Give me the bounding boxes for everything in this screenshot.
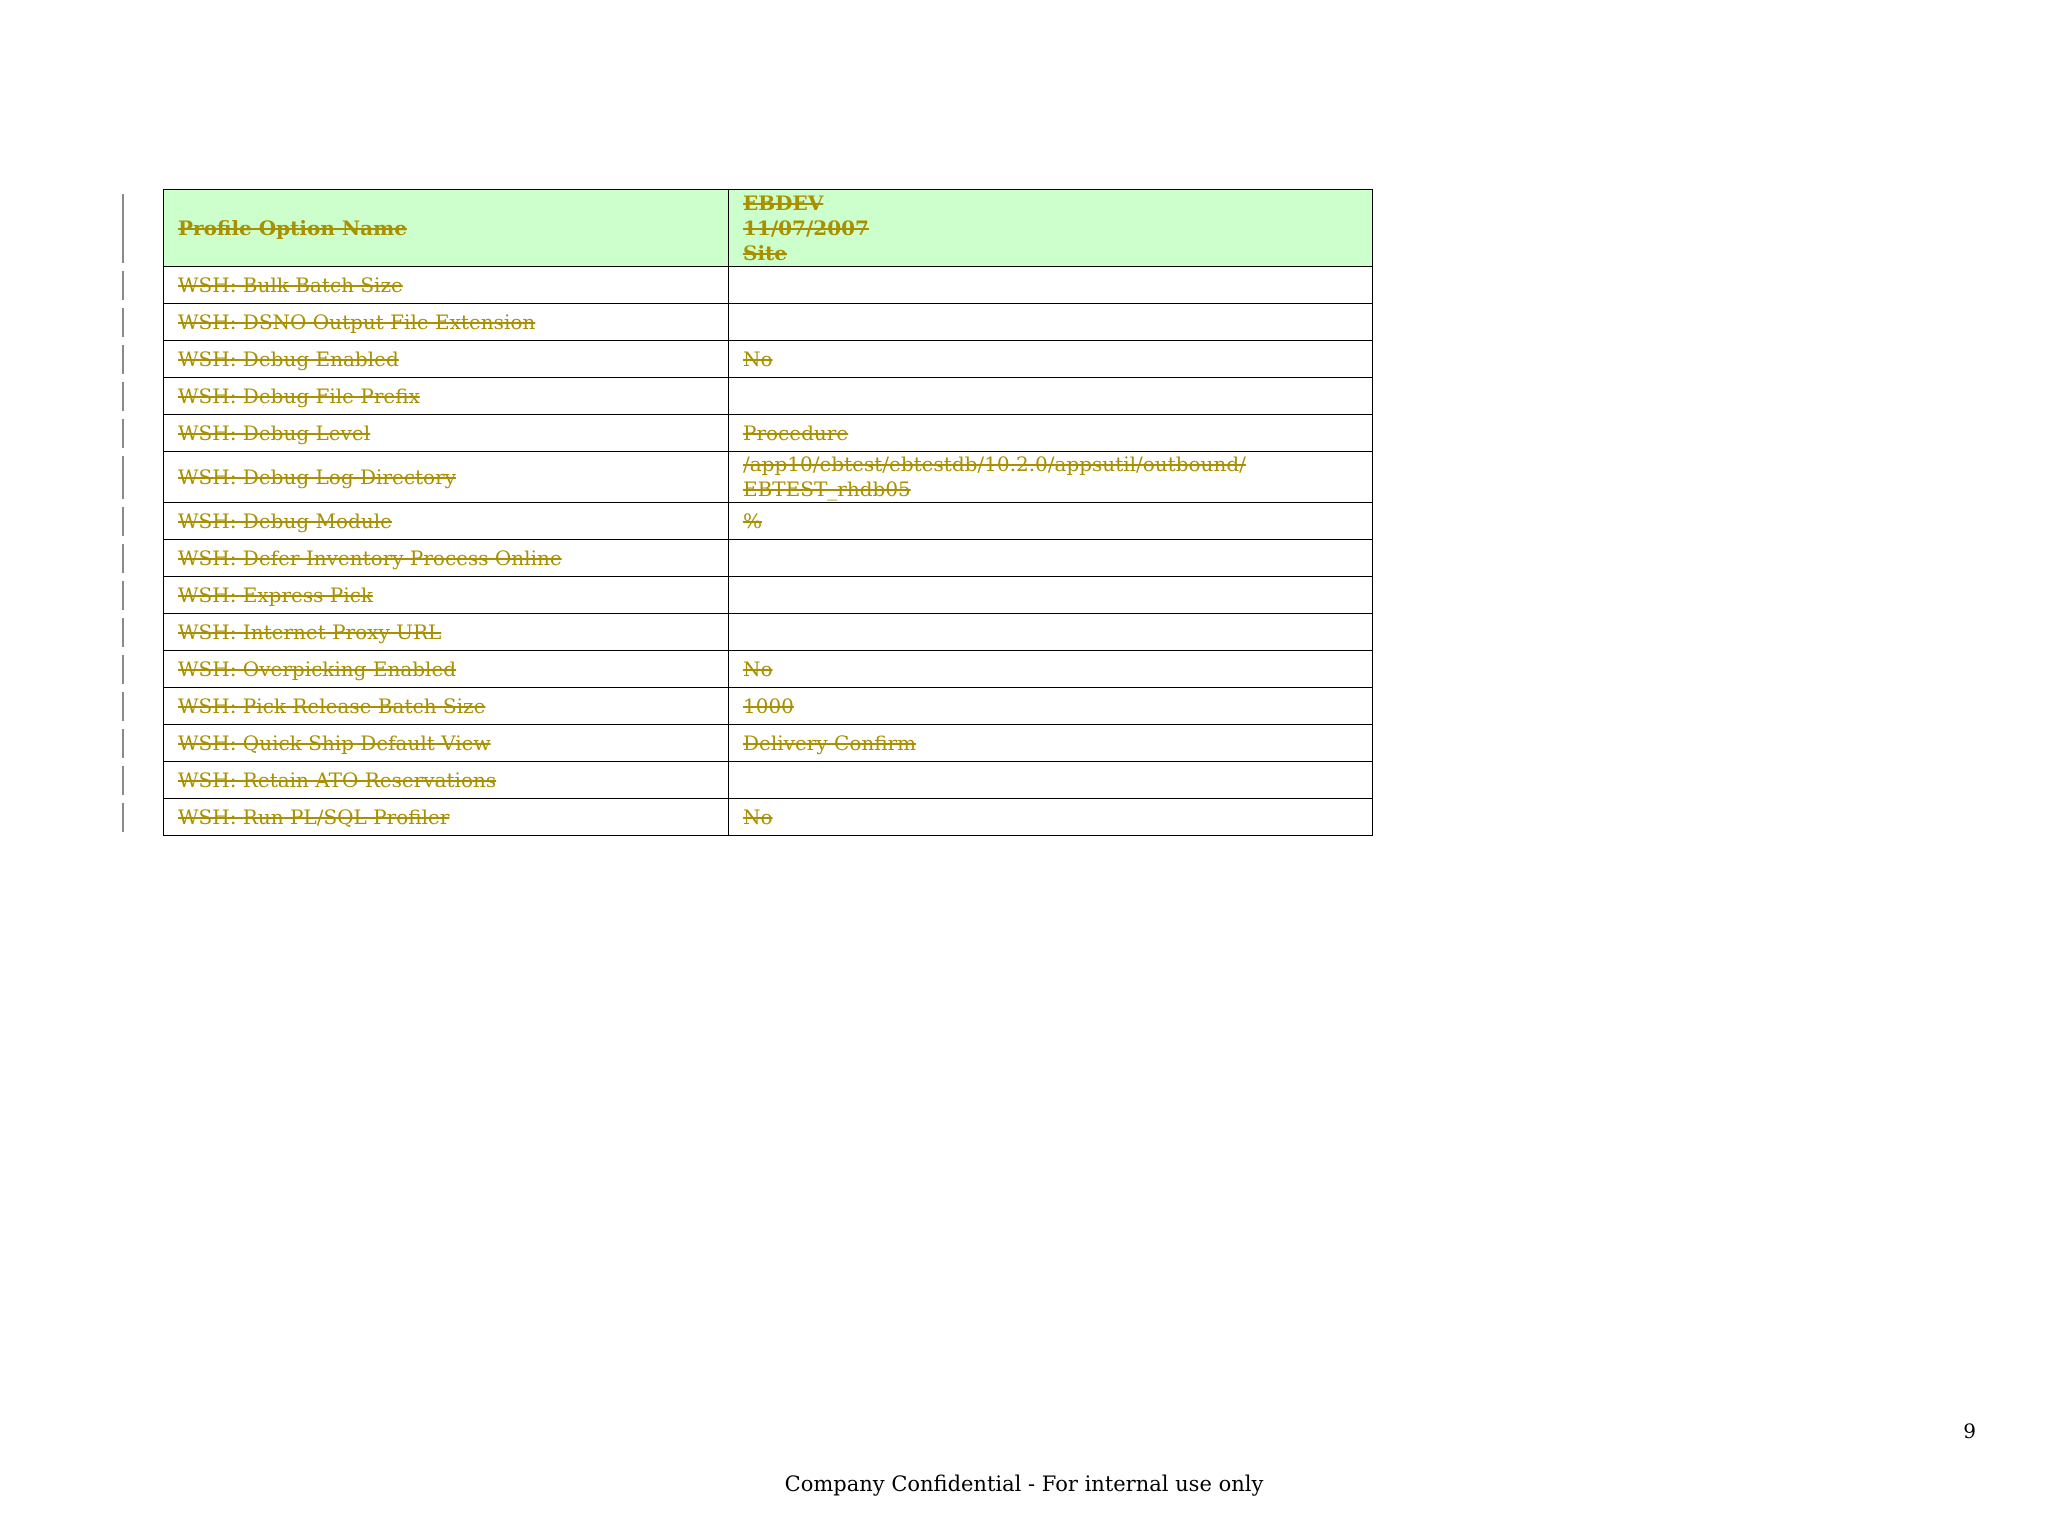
header-profile-option-name: Profile Option Name bbox=[164, 190, 729, 267]
profile-option-name: WSH: Debug Module bbox=[164, 503, 729, 540]
revision-change-bar bbox=[122, 618, 124, 647]
profile-option-value: No bbox=[729, 799, 1373, 836]
profile-option-name: WSH: Retain ATO Reservations bbox=[164, 762, 729, 799]
profile-option-name: WSH: Overpicking Enabled bbox=[164, 651, 729, 688]
table-row bbox=[164, 452, 1373, 503]
profile-option-value: Delivery Confirm bbox=[729, 725, 1373, 762]
header-instance-name: EBDEV bbox=[743, 190, 824, 215]
profile-option-name: WSH: Defer Inventory Process Online bbox=[164, 540, 729, 577]
profile-option-value: Procedure bbox=[729, 415, 1373, 452]
revision-change-bar bbox=[122, 382, 124, 411]
profile-option-value: /app10/ebtest/ebtestdb/10.2.0/appsutil/outbound/ EBTEST_rhdb05 bbox=[729, 452, 1373, 503]
profile-option-name: WSH: DSNO Output File Extension bbox=[164, 304, 729, 341]
page-number: 9 bbox=[1963, 1419, 1976, 1443]
revision-change-bar bbox=[122, 456, 124, 499]
table-row bbox=[164, 614, 1373, 651]
table-row bbox=[164, 341, 1373, 378]
header-instance-level: Site bbox=[743, 240, 788, 265]
profile-option-name: WSH: Debug Level bbox=[164, 415, 729, 452]
table-row bbox=[164, 540, 1373, 577]
revision-change-bar bbox=[122, 507, 124, 536]
profile-option-name: WSH: Debug File Prefix bbox=[164, 378, 729, 415]
profile-option-value bbox=[729, 304, 1373, 341]
revision-change-bar bbox=[122, 692, 124, 721]
revision-change-bar bbox=[122, 766, 124, 795]
profile-option-name: WSH: Debug Log Directory bbox=[164, 452, 729, 503]
table-header-row bbox=[164, 190, 1373, 267]
header-instance-date: 11/07/2007 bbox=[743, 215, 869, 240]
profile-options-table bbox=[163, 189, 1373, 836]
profile-option-value: 1000 bbox=[729, 688, 1373, 725]
table-row bbox=[164, 725, 1373, 762]
revision-change-bar bbox=[122, 345, 124, 374]
profile-option-name: WSH: Express Pick bbox=[164, 577, 729, 614]
profile-option-value bbox=[729, 577, 1373, 614]
table-row bbox=[164, 267, 1373, 304]
table-row bbox=[164, 688, 1373, 725]
profile-option-value bbox=[729, 614, 1373, 651]
revision-change-bar bbox=[122, 581, 124, 610]
header-instance-column bbox=[729, 190, 1373, 267]
footer-confidentiality-notice: Company Confidential - For internal use only bbox=[784, 1472, 1264, 1496]
revision-change-bar bbox=[122, 655, 124, 684]
profile-option-name: WSH: Debug Enabled bbox=[164, 341, 729, 378]
profile-option-value: % bbox=[729, 503, 1373, 540]
revision-change-bar bbox=[122, 194, 124, 263]
profile-option-value: No bbox=[729, 651, 1373, 688]
revision-change-bar bbox=[122, 308, 124, 337]
profile-option-name: WSH: Pick Release Batch Size bbox=[164, 688, 729, 725]
profile-option-value bbox=[729, 267, 1373, 304]
table-row bbox=[164, 304, 1373, 341]
table-row bbox=[164, 577, 1373, 614]
table-row bbox=[164, 762, 1373, 799]
profile-option-value bbox=[729, 762, 1373, 799]
revision-change-bar bbox=[122, 729, 124, 758]
profile-option-value bbox=[729, 540, 1373, 577]
table-row bbox=[164, 415, 1373, 452]
profile-option-name: WSH: Quick Ship Default View bbox=[164, 725, 729, 762]
profile-option-name: WSH: Run PL/SQL Profiler bbox=[164, 799, 729, 836]
profile-option-name: WSH: Bulk Batch Size bbox=[164, 267, 729, 304]
revision-change-bar bbox=[122, 544, 124, 573]
profile-option-value bbox=[729, 378, 1373, 415]
profile-option-value: No bbox=[729, 341, 1373, 378]
table-row bbox=[164, 378, 1373, 415]
revision-change-bar bbox=[122, 271, 124, 300]
table-row bbox=[164, 799, 1373, 836]
table-row bbox=[164, 503, 1373, 540]
revision-change-bar bbox=[122, 419, 124, 448]
table-row bbox=[164, 651, 1373, 688]
revision-change-bar bbox=[122, 803, 124, 832]
profile-option-name: WSH: Internet Proxy URL bbox=[164, 614, 729, 651]
